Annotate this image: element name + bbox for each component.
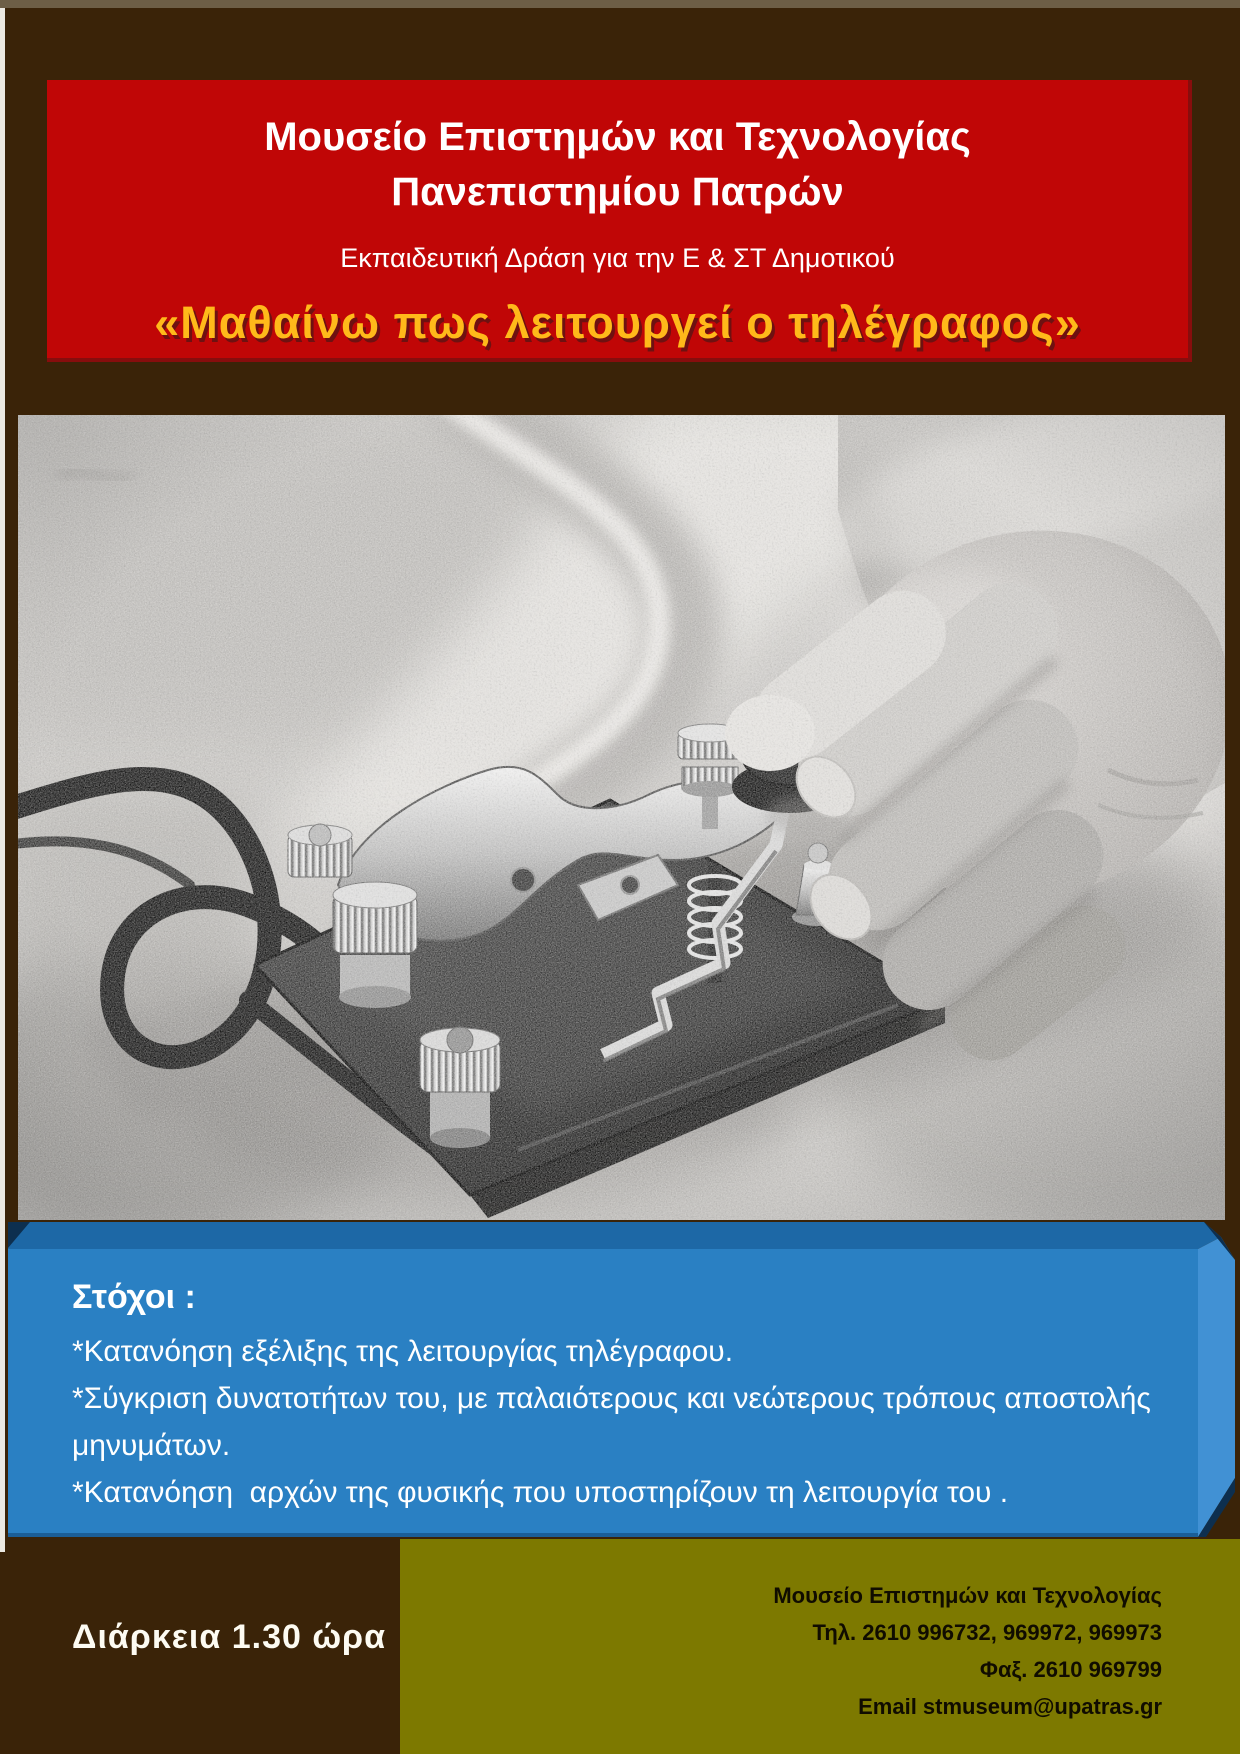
duration-label: Διάρκεια 1.30 ώρα <box>72 1618 386 1656</box>
activity-slogan: «Μαθαίνω πως λειτουργεί ο τηλέγραφος» <box>154 297 1081 348</box>
left-edge-strip <box>0 8 5 1552</box>
contact-fax: Φαξ. 2610 969799 <box>979 1657 1162 1682</box>
contact-museum-name: Μουσείο Επιστημών και Τεχνολογίας <box>773 1583 1162 1608</box>
goal-line: μηνυμάτων. <box>72 1429 231 1462</box>
contact-box <box>400 1539 1240 1754</box>
goal-line: *Σύγκριση δυνατοτήτων του, με παλαιότερους και νεώτερους τρόπους αποστολής <box>72 1382 1151 1415</box>
telegraph-photo <box>18 415 1225 1220</box>
museum-title-line1: Μουσείο Επιστημών και Τεχνολογίας <box>264 115 971 159</box>
goals-heading: Στόχοι : <box>72 1278 196 1316</box>
contact-phone: Τηλ. 2610 996732, 969972, 969973 <box>812 1620 1162 1645</box>
goal-line: *Κατανόηση εξέλιξης της λειτουργίας τηλέγραφου. <box>72 1335 734 1368</box>
header-banner <box>47 80 1192 362</box>
activity-subtitle: Εκπαιδευτική Δράση για την Ε & ΣΤ Δημοτικού <box>340 243 895 273</box>
goal-line: *Κατανόηση αρχών της φυσικής που υποστηρίζουν τη λειτουργία του . <box>72 1476 1009 1509</box>
goals-box <box>8 1222 1235 1540</box>
goals-list <box>72 1328 1151 1516</box>
museum-title-line2: Πανεπιστημίου Πατρών <box>391 170 844 214</box>
top-edge-strip <box>0 0 1240 8</box>
contact-email: Email stmuseum@upatras.gr <box>858 1694 1162 1719</box>
